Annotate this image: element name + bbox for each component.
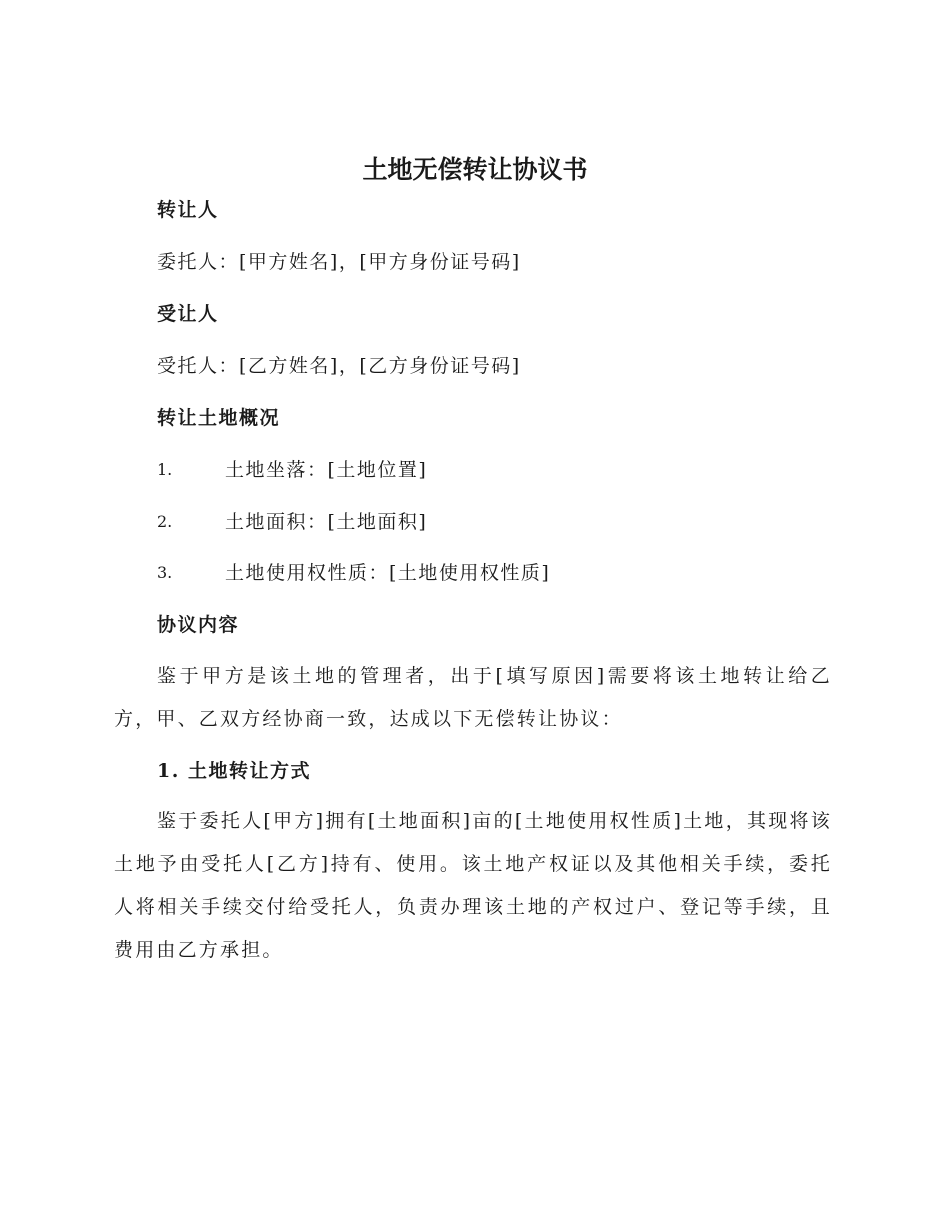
document-title: 土地无偿转让协议书 bbox=[362, 155, 588, 184]
land-overview-heading: 转让土地概况 bbox=[157, 407, 281, 429]
agreement-heading: 协议内容 bbox=[157, 614, 240, 636]
transferee-heading: 受让人 bbox=[157, 303, 219, 325]
transferee-line: 受托人：[乙方姓名]，[乙方身份证号码] bbox=[157, 355, 521, 377]
agreement-intro-paragraph: 鉴于甲方是该土地的管理者，出于[填写原因]需要将该土地转让给乙方，甲、乙双方经协商一致，达成以下无偿转让协议： bbox=[114, 665, 832, 730]
transferor-line: 委托人：[甲方姓名]，[甲方身份证号码] bbox=[157, 251, 521, 273]
list-item-text: 土地使用权性质：[土地使用权性质] bbox=[225, 562, 551, 584]
section1-body-paragraph: 鉴于委托人[甲方]拥有[土地面积]亩的[土地使用权性质]土地，其现将该土地予由受托人[乙方]持有、使用。该土地产权证以及其他相关手续，委托人将相关手续交付给受托人，负责办理该土地的产权过户、登记等手续，且费用由乙方承担。 bbox=[114, 810, 832, 961]
list-item-number: 1. bbox=[157, 460, 173, 479]
list-item-text: 土地坐落：[土地位置] bbox=[225, 459, 428, 481]
section1-heading: 1. 土地转让方式 bbox=[157, 760, 311, 782]
list-item-number: 3. bbox=[157, 563, 173, 582]
transferor-heading: 转让人 bbox=[157, 199, 219, 221]
list-item-number: 2. bbox=[157, 512, 173, 531]
list-item-text: 土地面积：[土地面积] bbox=[225, 511, 428, 533]
